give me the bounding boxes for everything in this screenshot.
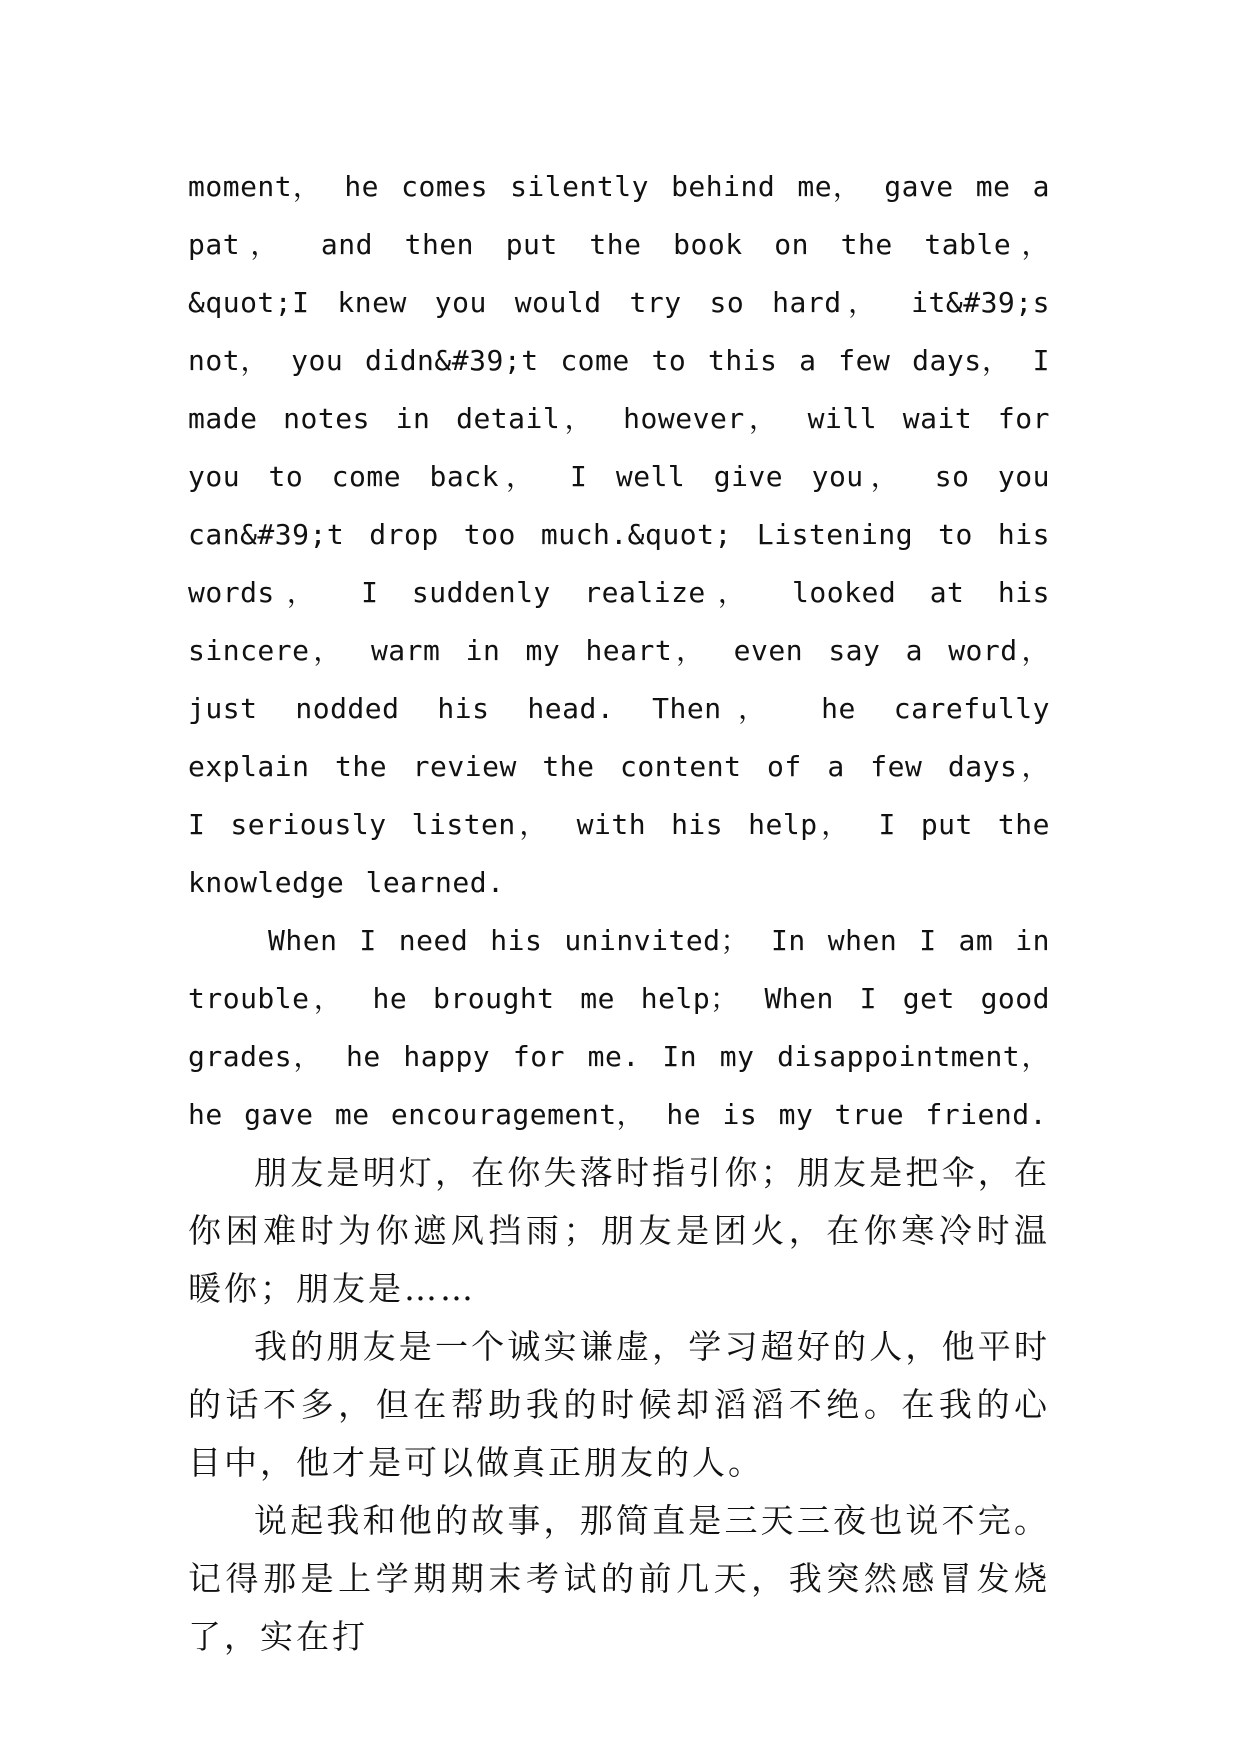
paragraph-chinese-2: 我的朋友是一个诚实谦虚，学习超好的人，他平时的话不多，但在帮助我的时候却滔滔不绝。在我的心目中，他才是可以做真正朋友的人。 [188, 1327, 1050, 1482]
paragraph-english-1: moment， he comes silently behind me， gave me a pat， and then put the book on the table， &quot;I knew you would try so hard， it&#39;s not， you didn&#39;t come to this a few days， I made notes in detail， however， will wait for you to come back， I well give you， so you can&#39;t drop too much.&quot; Listening to his words， I suddenly realize， looked at his sincere， warm in my heart， even say a word， just nodded his head. Then， he carefully explain the review the content of a few days， I seriously listen， with his help， I put the knowledge learned. [188, 170, 1050, 899]
paragraph-chinese-3: 说起我和他的故事，那简直是三天三夜也说不完。记得那是上学期期末考试的前几天，我突然感冒发烧了，实在打 [188, 1501, 1050, 1656]
document-body [188, 158, 1050, 1666]
paragraph-english-2: When I need his uninvited； In when I am in trouble， he brought me help； When I get good grades， he happy for me. In my disappointment， he gave me encouragement， he is my true friend. [188, 924, 1050, 1131]
paragraph-chinese-1: 朋友是明灯，在你失落时指引你；朋友是把伞，在你困难时为你遮风挡雨；朋友是团火，在你寒冷时温暖你；朋友是…… [188, 1153, 1050, 1308]
